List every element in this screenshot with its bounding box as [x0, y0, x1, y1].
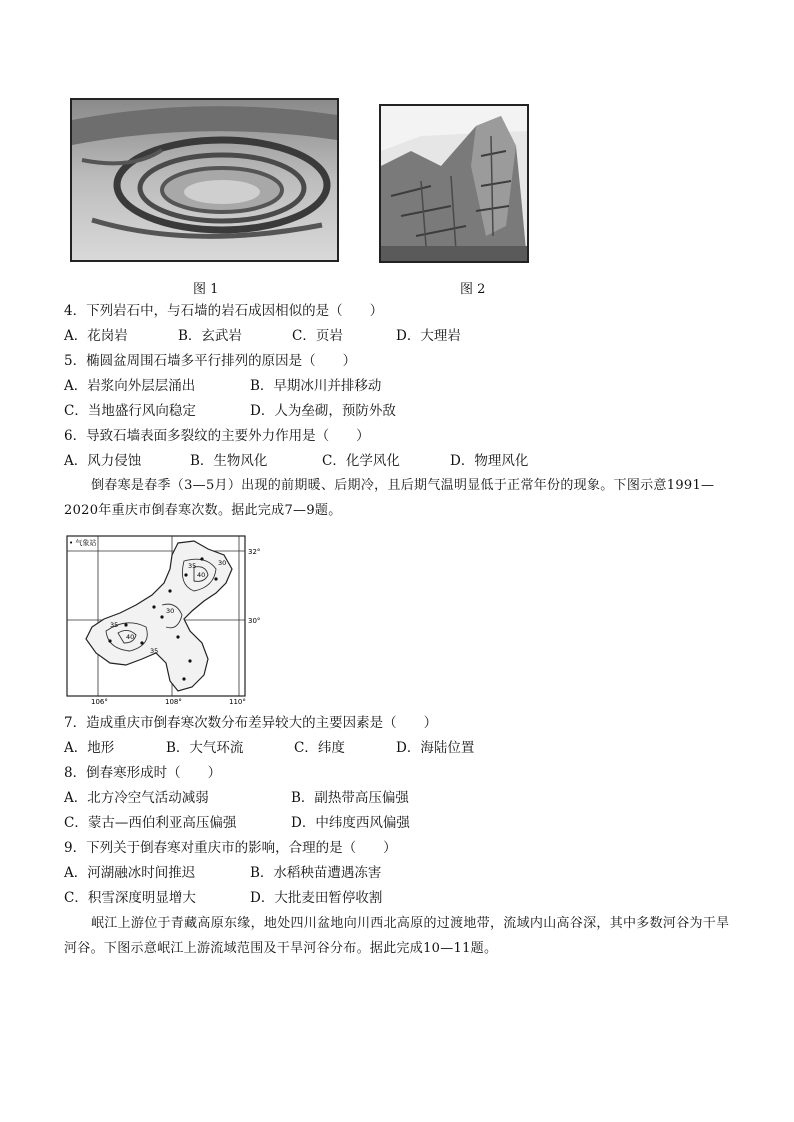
lat-label-30: 30°: [248, 617, 261, 625]
station-dot: [140, 641, 143, 644]
question-6-option-b: B．生物风化: [190, 453, 268, 469]
question-7-option-b: B．大气环流: [166, 740, 244, 756]
question-9-stem: 9．下列关于倒春寒对重庆市的影响，合理的是（ ）: [64, 840, 397, 856]
contour-label: 30: [218, 559, 227, 567]
stone-walls-aerial-image: [72, 100, 337, 260]
stone-wall-closeup-image: [381, 106, 527, 261]
station-dot: [176, 635, 179, 638]
question-5-option-d: D．人为垒砌，预防外敌: [250, 403, 396, 419]
contour-label: 35: [188, 562, 197, 570]
contour-label: 40: [126, 633, 135, 641]
question-4-stem: 4．下列岩石中，与石墙的岩石成因相似的是（ ）: [64, 303, 384, 319]
lon-label-106: 106°: [91, 698, 108, 705]
question-9-option-c: C．积雪深度明显增大: [64, 890, 196, 906]
station-dot: [168, 589, 171, 592]
station-dot: [214, 577, 217, 580]
passage-spring-cold: 倒春寒是春季（3—5月）出现的前期暖、后期冷，且后期气温明显低于正常年份的现象。下图示意1991—2020年重庆市倒春寒次数。据此完成7—9题。: [64, 478, 715, 518]
passage-minjiang: 岷江上游位于青藏高原东缘，地处四川盆地向川西北高原的过渡地带，流域内山高谷深，其中多数河谷为干旱河谷。下图示意岷江上游流域范围及干旱河谷分布。据此完成10—11题。: [64, 916, 730, 956]
question-6-option-d: D．物理风化: [450, 453, 529, 469]
question-4-option-c: C．页岩: [292, 328, 343, 344]
question-8-option-d: D．中纬度西风偏强: [291, 815, 410, 831]
figure-2-caption: 图 2: [460, 282, 486, 297]
station-dot: [160, 615, 163, 618]
station-dot: [182, 677, 185, 680]
lat-label-32: 32°: [248, 548, 261, 556]
question-4-option-b: B．玄武岩: [178, 328, 242, 344]
question-4-option-a: A．花岗岩: [64, 328, 128, 344]
contour-label: 35: [150, 647, 159, 655]
question-7-option-d: D．海陆位置: [396, 740, 475, 756]
lon-label-110: 110°: [229, 698, 246, 705]
station-dot: [200, 557, 203, 560]
contour-label: 30: [166, 607, 175, 615]
question-8-option-c: C．蒙古—西伯利亚高压偏强: [64, 815, 237, 831]
question-9-option-a: A．河湖融冰时间推迟: [64, 865, 196, 881]
question-9-option-d: D．大批麦田暂停收割: [250, 890, 383, 906]
station-dot: [108, 639, 111, 642]
station-dot: [152, 605, 155, 608]
contour-label: 35: [110, 621, 119, 629]
figure-2-photo: [379, 104, 529, 263]
lon-label-108: 108°: [165, 698, 182, 705]
question-8-option-a: A．北方冷空气活动减弱: [64, 790, 209, 806]
figure-1-caption: 图 1: [193, 282, 219, 297]
question-9-option-b: B．水稻秧苗遭遇冻害: [250, 865, 382, 881]
station-dot: [124, 623, 127, 626]
station-dot: [184, 573, 187, 576]
question-8-option-b: B．副热带高压偏强: [291, 790, 409, 806]
question-4-option-d: D．大理岩: [396, 328, 461, 344]
question-5-stem: 5．椭圆盆周围石墙多平行排列的原因是（ ）: [64, 353, 357, 369]
question-6-option-c: C．化学风化: [322, 453, 400, 469]
contour-label: 40: [197, 571, 206, 579]
map-legend: • 气象站: [69, 539, 97, 547]
question-8-stem: 8．倒春寒形成时（ ）: [64, 765, 222, 781]
chongqing-map: [66, 535, 264, 705]
question-7-stem: 7．造成重庆市倒春寒次数分布差异较大的主要因素是（ ）: [64, 715, 438, 731]
question-6-stem: 6．导致石墙表面多裂纹的主要外力作用是（ ）: [64, 428, 370, 444]
question-7-option-c: C．纬度: [294, 740, 345, 756]
question-6-option-a: A．风力侵蚀: [64, 453, 142, 469]
figure-1-photo: [70, 98, 339, 262]
question-7-option-a: A．地形: [64, 740, 115, 756]
question-5-option-b: B．早期冰川并排移动: [250, 378, 382, 394]
question-5-option-a: A．岩浆向外层层涌出: [64, 378, 196, 394]
question-5-option-c: C．当地盛行风向稳定: [64, 403, 196, 419]
station-dot: [188, 659, 191, 662]
